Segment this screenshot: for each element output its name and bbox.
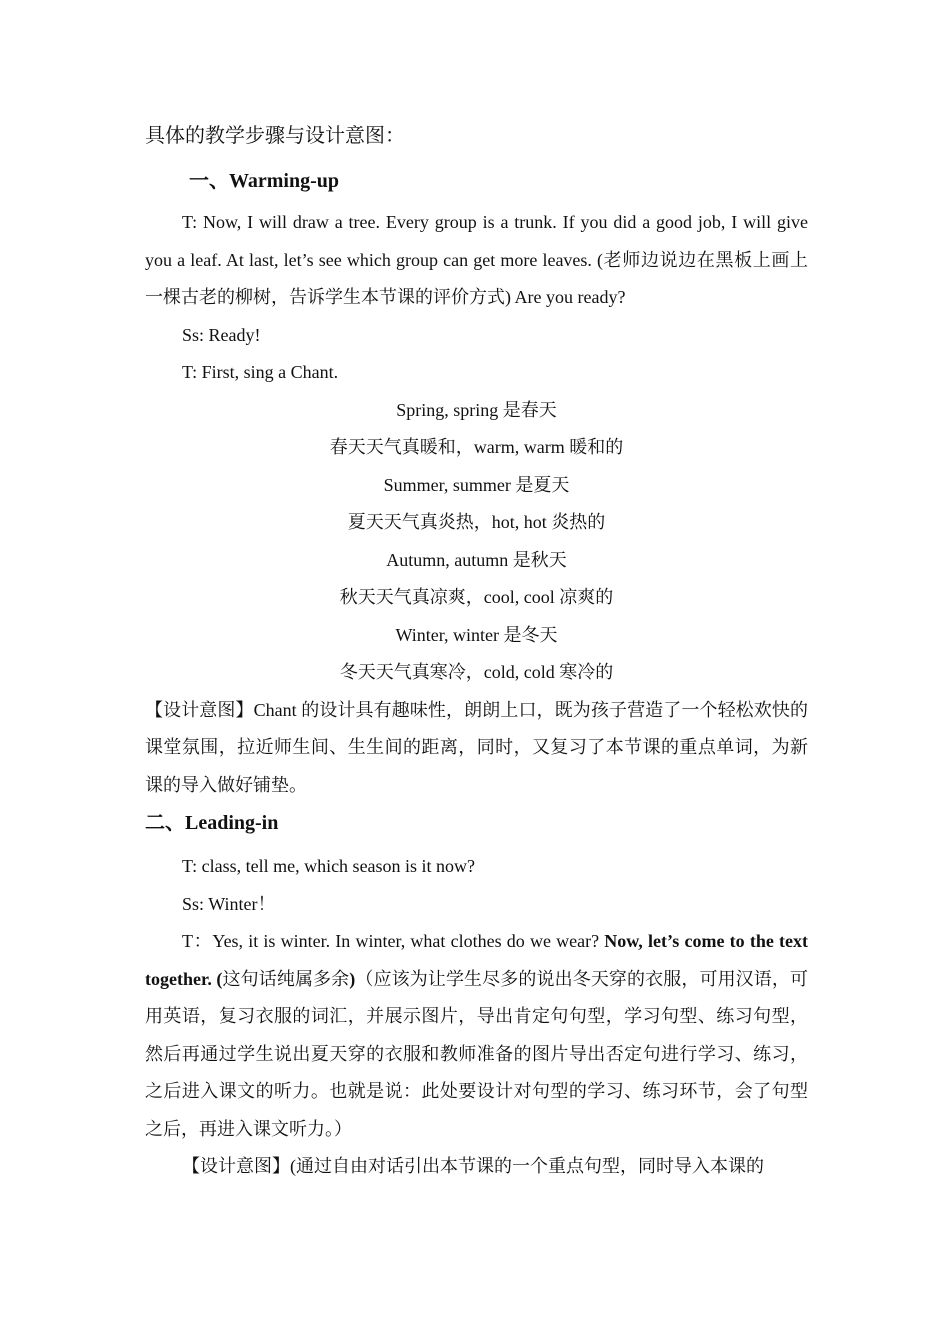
leading-line-1: T: class, tell me, which season is it now? [182, 856, 476, 876]
chant-line: Spring, spring 是春天 [396, 399, 557, 420]
chant-line: Winter, winter 是冬天 [395, 624, 558, 645]
dialogue-line-1: T: Now, I will draw a tree. Every group is a trunk. If you did a good job, I will give you a leaf. At last, let’s see which group can get more leaves. (老师边说边在黑板上画上一棵古老的柳树，告诉学生本节课的评价方式) Are you ready? [145, 212, 808, 307]
chant-line: Autumn, autumn 是秋天 [386, 549, 567, 570]
chant-line: Summer, summer 是夏天 [383, 474, 570, 495]
document-page [145, 118, 808, 1186]
design-intent-1: 【设计意图】Chant 的设计具有趣味性，朗朗上口，既为孩子营造了一个轻松欢快的课堂氛围，拉近师生间、生生间的距离，同时，又复习了本节课的重点单词，为新课的导入做好铺垫。 [145, 699, 808, 795]
section1-title: 一、Warming-up [189, 170, 340, 192]
dialogue-line-2: Ss: Ready! [182, 324, 261, 345]
leading-line-3-prefix: T：Yes, it is winter. In winter, what clothes do we wear? [182, 931, 605, 951]
leading-line-3-bold-close: ) [349, 968, 356, 989]
chant-line: 秋天天气真凉爽，cool, cool 凉爽的 [339, 587, 614, 607]
chant-line: 春天天气真暖和，warm, warm 暖和的 [329, 437, 624, 457]
intro-title: 具体的教学步骤与设计意图： [145, 125, 405, 147]
leading-line-3-comment: （应该为让学生尽多的说出冬天穿的衣服，可用汉语，可用英语，复习衣服的词汇，并展示图片，导出肯定句句型，学习句型、练习句型，然后再通过学生说出夏天穿的衣服和教师准备的图片导出否定句进行学习、练习，之后进入课文的听力。也就是说：此处要设计对句型的学习、练习环节，会了句型之后，再进入课文听力。） [145, 968, 809, 1139]
design-intent-2: 【设计意图】(通过自由对话引出本节课的一个重点句型，同时导入本课的 [182, 1156, 764, 1176]
chant-block [145, 392, 808, 692]
leading-line-3-bold: Now, let’s come to the text together. ( [145, 931, 808, 989]
chant-line: 夏天天气真炎热，hot, hot 炎热的 [347, 512, 606, 532]
section2-title: 二、Leading-in [145, 812, 279, 834]
dialogue-line-3: T: First, sing a Chant. [182, 362, 339, 382]
leading-line-3-note: 这句话纯属多余 [222, 968, 350, 989]
chant-line: 冬天天气真寒冷，cold, cold 寒冷的 [339, 662, 614, 682]
leading-line-2: Ss: Winter！ [182, 893, 276, 914]
leading-line-3 [145, 923, 808, 1148]
